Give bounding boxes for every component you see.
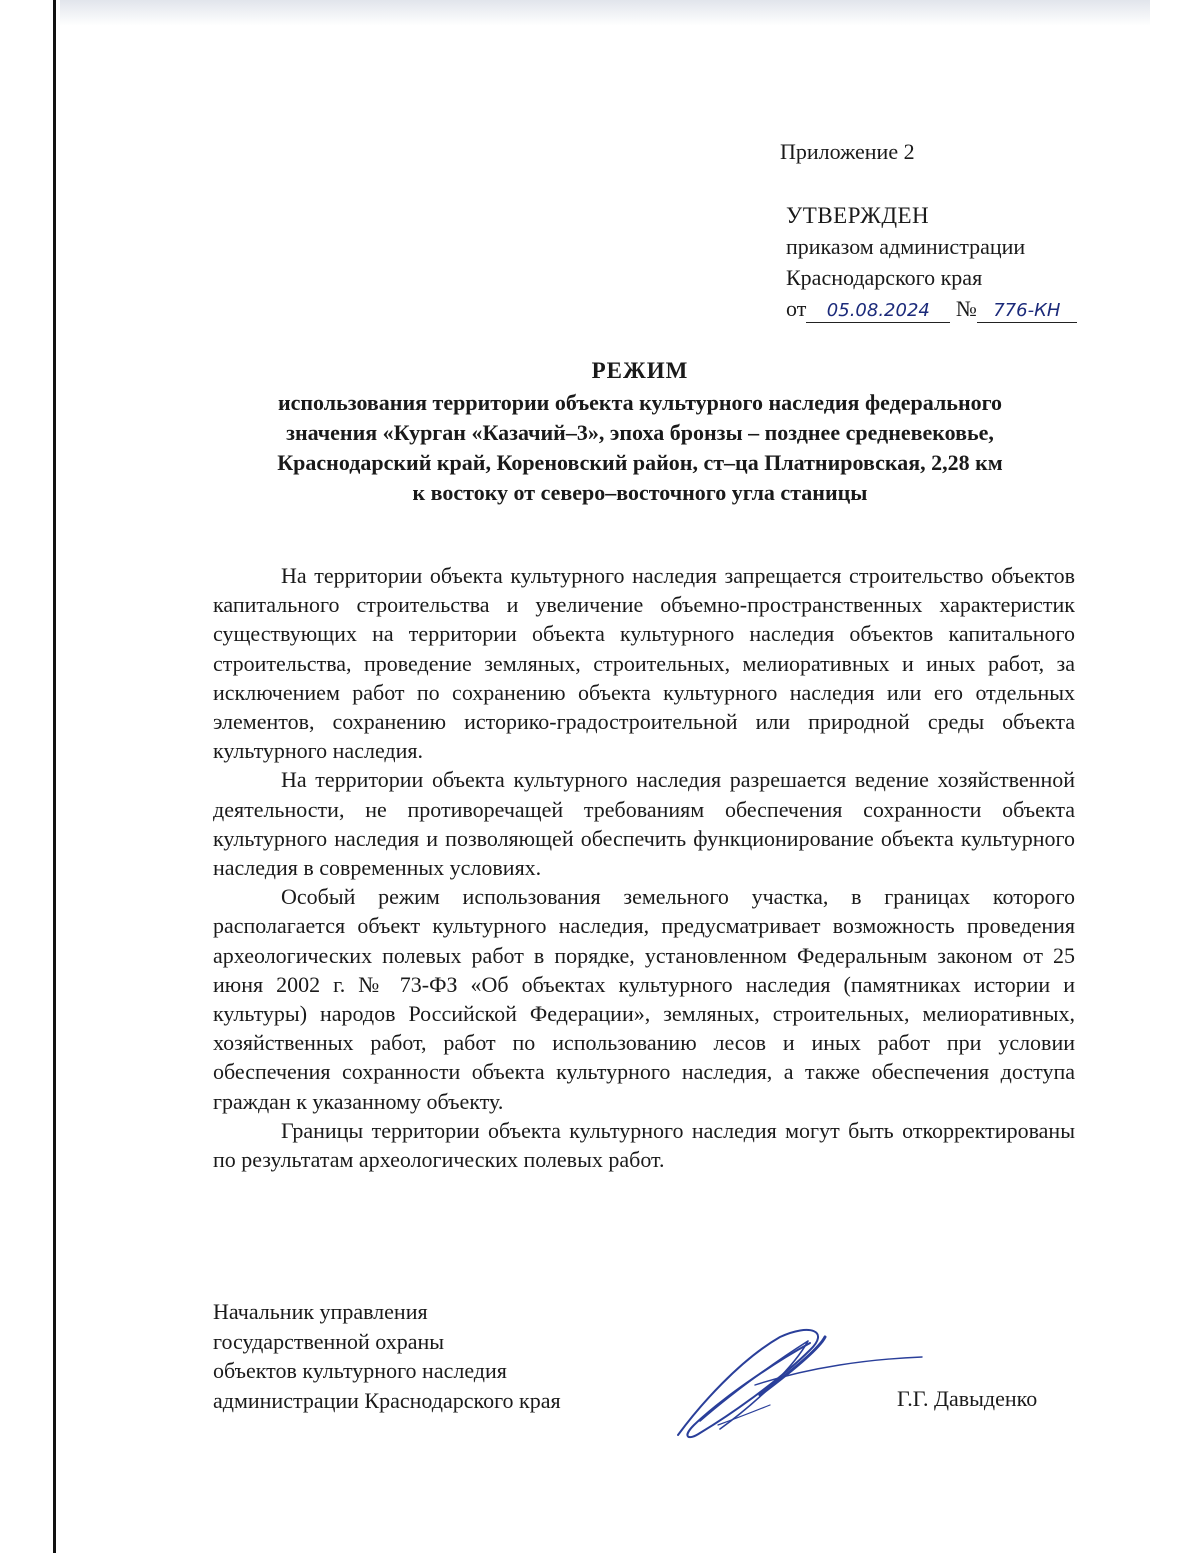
handwritten-signature <box>660 1325 930 1450</box>
document-title: РЕЖИМ <box>591 358 689 383</box>
signer-position-line: объектов культурного наследия <box>213 1358 507 1383</box>
order-prefix: от <box>786 296 807 321</box>
paragraph-special-regime: Особый режим использования земельного участка, в границах которого располагается объект культурного наследия, предусматривает возможность проведения археологических полевых работ в порядке, установленном Федеральным законом от 25 июня 2002 г. № 73-ФЗ «Об объектах культурного наследия (памятниках истории и культуры) народов Российской Федерации», земляных, строительных, мелиоративных, хозяйственных работ, работ по использованию лесов и иных работ при условии обеспечения сохранности объекта культурного наследия, а также обеспечения доступа граждан к указанному объекту. <box>213 884 1075 1114</box>
order-line <box>786 293 1077 324</box>
signer-position-line: администрации Краснодарского края <box>213 1387 561 1413</box>
heading-line: к востоку от северо–восточного угла станицы <box>412 480 868 505</box>
document-heading <box>200 356 1080 508</box>
signer-name: Г.Г. Давыденко <box>897 1386 1038 1411</box>
approval-line: приказом администрации <box>786 234 1026 259</box>
paragraph-prohibitions: На территории объекта культурного наследия запрещается строительство объектов капитального строительства и увеличение объемно-пространственных характеристик существующих на территории объекта культурного наследия объектов капитального строительства, проведение земляных, строительных, мелиоративных и иных работ, за исключением работ по сохранению объекта культурного наследия или его отдельных элементов, сохранению историко-градостроительной или природной среды объекта культурного наследия. <box>213 563 1075 764</box>
order-number-handwritten: 776-КН <box>977 300 1077 323</box>
heading-line: значения «Курган «Казачий–3», эпоха бронзы – позднее средневековье, <box>286 420 994 445</box>
scan-left-edge <box>53 0 56 1553</box>
scan-shadow <box>60 0 1150 26</box>
approved-label: УТВЕРЖДЕН <box>786 203 930 228</box>
approval-block <box>780 136 1077 324</box>
heading-line: использования территории объекта культурного наследия федерального <box>277 390 1003 415</box>
heading-line: Краснодарский край, Кореновский район, ст–ца Платнировская, 2,28 км <box>277 450 1003 475</box>
approval-line: Краснодарского края <box>786 265 983 290</box>
document-body <box>213 561 1075 1174</box>
paragraph-boundaries: Границы территории объекта культурного наследия могут быть откорректированы по результатам археологических полевых работ. <box>213 1117 1075 1173</box>
signer-position-line: государственной охраны <box>213 1328 445 1354</box>
order-date-handwritten: 05.08.2024 <box>806 300 950 323</box>
order-number-sign: № <box>955 296 977 321</box>
paragraph-permissions: На территории объекта культурного наследия разрешается ведение хозяйственной деятельности, не противоречащей требованиям обеспечения сохранности объекта культурного наследия и позволяющей обеспечить функционирование объекта культурного наследия в современных условиях. <box>213 767 1075 881</box>
signer-position <box>213 1297 561 1415</box>
signer-position-line: Начальник управления <box>213 1299 428 1324</box>
annex-label: Приложение 2 <box>780 139 915 164</box>
